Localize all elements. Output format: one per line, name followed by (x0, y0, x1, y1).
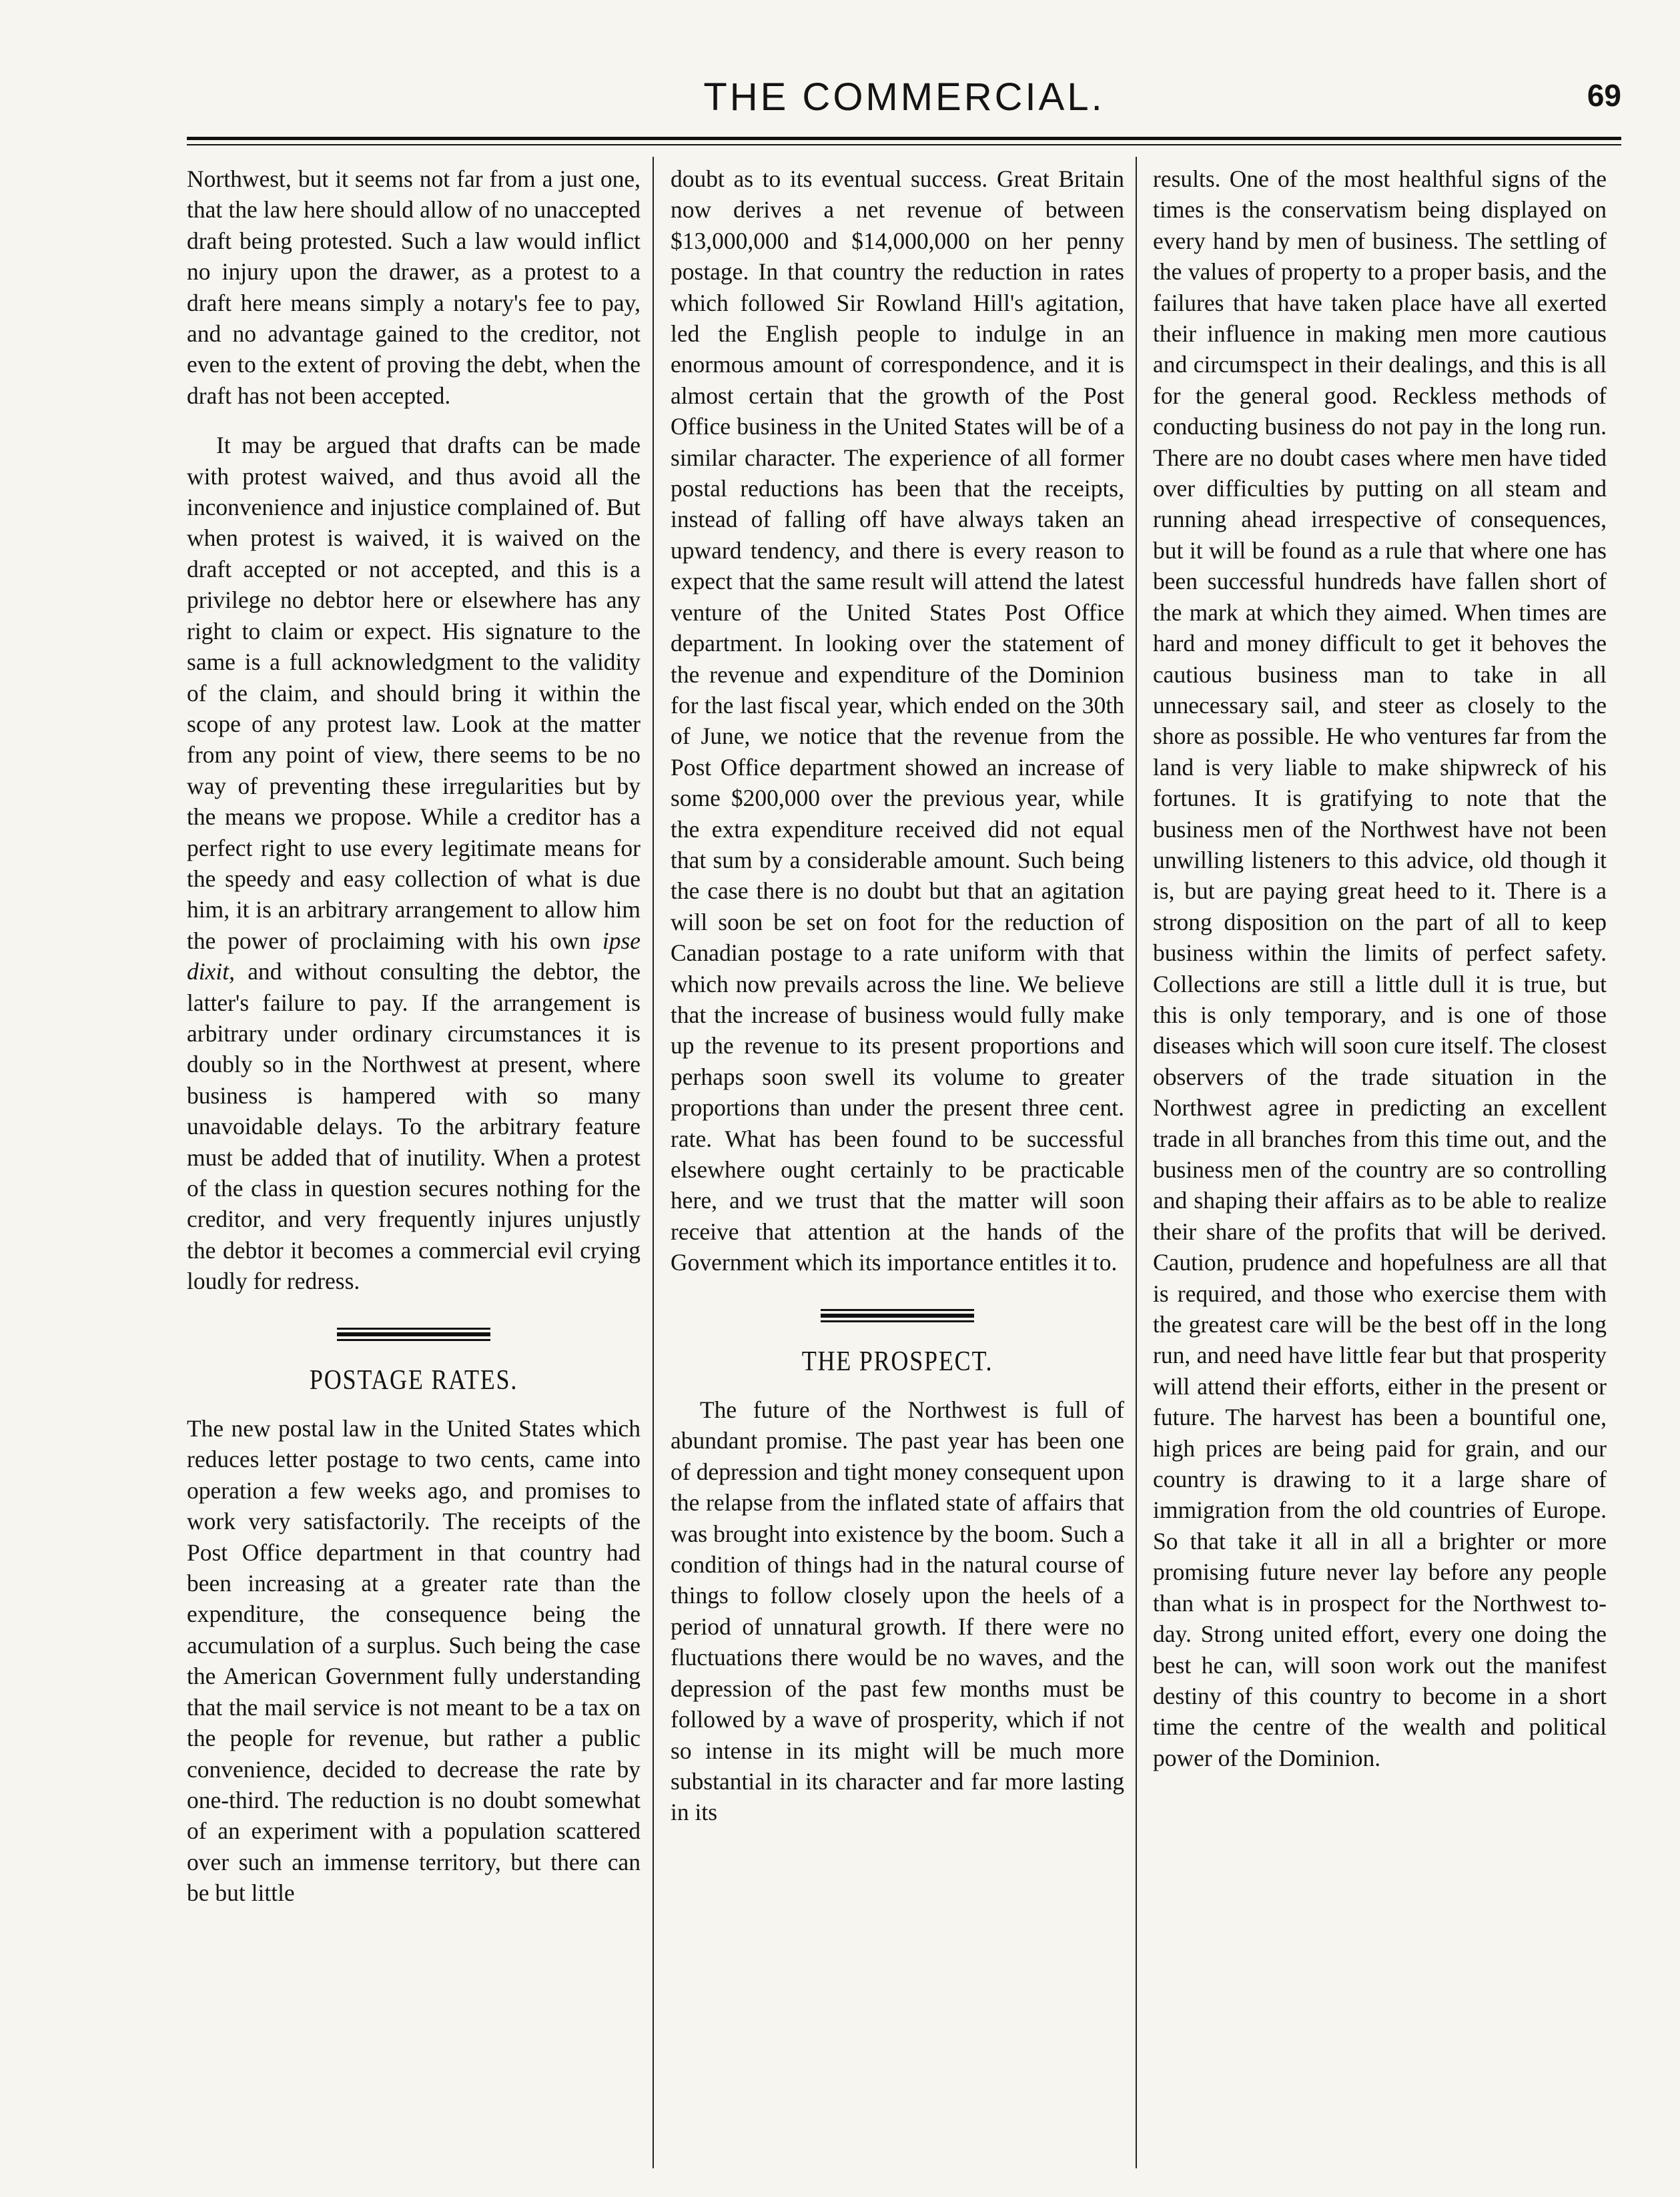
section-divider (337, 1328, 490, 1341)
section-heading-the-prospect: THE PROSPECT. (801, 1346, 993, 1377)
article-paragraph: The new postal law in the United States which reduces letter postage to two cents, came into operation a few weeks ago, and promises to work very satisfactorily. The receipts of the Post Office department in that country had been increasing at a greater rate than the expenditure, the consequence being the accumulation of a surplus. Such being the case the American Government fully understanding that the mail service is not meant to be a tax on the people for revenue, but rather a public convenience, decided to decrease the rate by one-third. The reduction is no doubt somewhat of an experiment with a population scattered over such an immense territory, but there can be but little (187, 1415, 641, 1907)
publication-title: THE COMMERCIAL. (703, 75, 1105, 119)
masthead-rule-thin (187, 144, 1621, 145)
section-divider (821, 1309, 974, 1322)
paragraph-text: and without consulting the debtor, the latter's failure to pay. If the arrangement is arbitrary under ordinary circumstances it is doubly so in the Northwest at present, where business is hampered with so many unavoidable delays. To the arbitrary feature must be added that of inutility. When a protest of the class in question secures nothing for the creditor, and very frequently injures unjustly the debtor it becomes a commercial evil crying loudly for redress. (187, 958, 641, 1295)
column-divider-2 (1136, 157, 1137, 2168)
article-paragraph: doubt as to its eventual success. Great Britain now derives a net revenue of between $13,000,000 and $14,000,000 on her penny postage. In that country the reduction in rates which followed Sir Rowland Hill's agitation, led the English people to indulge in an enormous amount of correspondence, and it is almost certain that the growth of the Post Office business in the United States will be of a similar character. The experience of all former postal reductions has been that the receipts, instead of falling off have always taken an upward tendency, and there is every reason to expect that the same result will attend the latest venture of the United States Post Office department. In looking over the statement of the revenue and expenditure of the Dominion for the last fiscal year, which ended on the 30th of June, we notice that the revenue from the Post Office department showed an increase of some $200,000 over the previous year, while the extra expenditure received did not equal that sum by a considerable amount. Such being the case there is no doubt but that an agitation will soon be set on foot for the reduction of Canadian postage to a rate uniform with that which now prevails across the line. We believe that the increase of business would fully make up the revenue to its present proportions and perhaps soon swell its volume to greater proportions than under the present three cent. rate. What has been found to be successful elsewhere ought certainly to be practicable here, and we trust that the matter will soon receive that attention at the hands of the Government which its importance entitles it to. (671, 165, 1124, 1276)
article-paragraph (187, 430, 641, 1296)
page-number: 69 (1587, 78, 1621, 113)
column-3 (1153, 163, 1607, 1773)
paragraph-text: It may be argued that drafts can be made with protest waived, and thus avoid all the inconvenience and injustice complained of. But when protest is waived, it is waived on the draft accepted or not accepted, and this is a privilege no debtor here or elsewhere has any right to claim or expect. His signature to the same is a full acknowledgment to the validity of the claim, and should bring it within the scope of any protest law. Look at the matter from any point of view, there seems to be no way of preventing these irregularities but by the means we propose. While a creditor has a perfect right to use every legitimate means for the speedy and easy collection of what is due him, it is an arbitrary arrangement to allow him the power of proclaiming with his own (187, 432, 641, 954)
masthead-rule-thick (187, 137, 1621, 140)
column-1 (187, 163, 641, 1909)
article-paragraph: The future of the Northwest is full of abundant promise. The past year has been one of depression and tight money consequent upon the relapse from the inflated state of affairs that was brought into existence by the boom. Such a condition of things had in the natural course of things to follow closely upon the heels of a period of unnatural growth. If there were no fluctuations there would be no waves, and the depression of the past few months must be followed by a wave of prosperity, which if not so intense in its might will be much more substantial in its character and far more lasting in its (671, 1396, 1124, 1826)
section-heading-postage-rates: POSTAGE RATES. (309, 1364, 518, 1396)
column-divider-1 (653, 157, 654, 2168)
article-paragraph: Northwest, but it seems not far from a just one, that the law here should allow of no unaccepted draft being protested. Such a law would inflict no injury upon the drawer, as a protest to a draft here means simply a notary's fee to pay, and no advantage gained to the creditor, not even to the extent of proving the debt, when the draft has not been accepted. (187, 165, 641, 409)
column-2 (671, 163, 1124, 1828)
latin-phrase: ipse dixit, (187, 927, 641, 985)
masthead (187, 75, 1621, 128)
article-paragraph: results. One of the most healthful signs of the times is the conservatism being displayed on every hand by men of business. The settling of the values of property to a proper basis, and the failures that have taken place have all exerted their influence in making men more cautious and circumspect in their dealings, and this is all for the general good. Reckless methods of conducting business do not pay in the long run. There are no doubt cases where men have tided over difficulties by putting on all steam and running ahead irrespective of consequences, but it will be found as a rule that where one has been successful hundreds have fallen short of the mark at which they aimed. When times are hard and money difficult to get it behoves the cautious business man to take in all unnecessary sail, and steer as closely to the shore as possible. He who ventures far from the land is very liable to make shipwreck of his fortunes. It is gratifying to note that the business men of the Northwest have not been unwilling listeners to this advice, old though it is, but are paying great heed to it. There is a strong disposition on the part of all to keep business within the limits of perfect safety. Collections are still a little dull it is true, but this is only temporary, and is one of those diseases which will soon cure itself. The closest observers of the trade situation in the Northwest agree in predicting an excellent trade in all branches from this time out, and the business men of the country are so controlling and shaping their affairs as to be able to realize their share of the profits that will be derived. Caution, prudence and hopefulness are all that is required, and those who exercise them with the greatest care will be the best off in the long run, and need have little fear but that prosperity will attend their efforts, either in the present or future. The harvest has been a bountiful one, high prices are being paid for grain, and our country is drawing to it a large share of immigration from the old countries of Europe. So that take it all in all a brighter or more promising future never lay before any people than what is in prospect for the Northwest to-day. Strong united effort, every one doing the best he can, will soon work out the manifest destiny of this country to become in a short time the centre of the wealth and political power of the Dominion. (1153, 165, 1607, 1771)
